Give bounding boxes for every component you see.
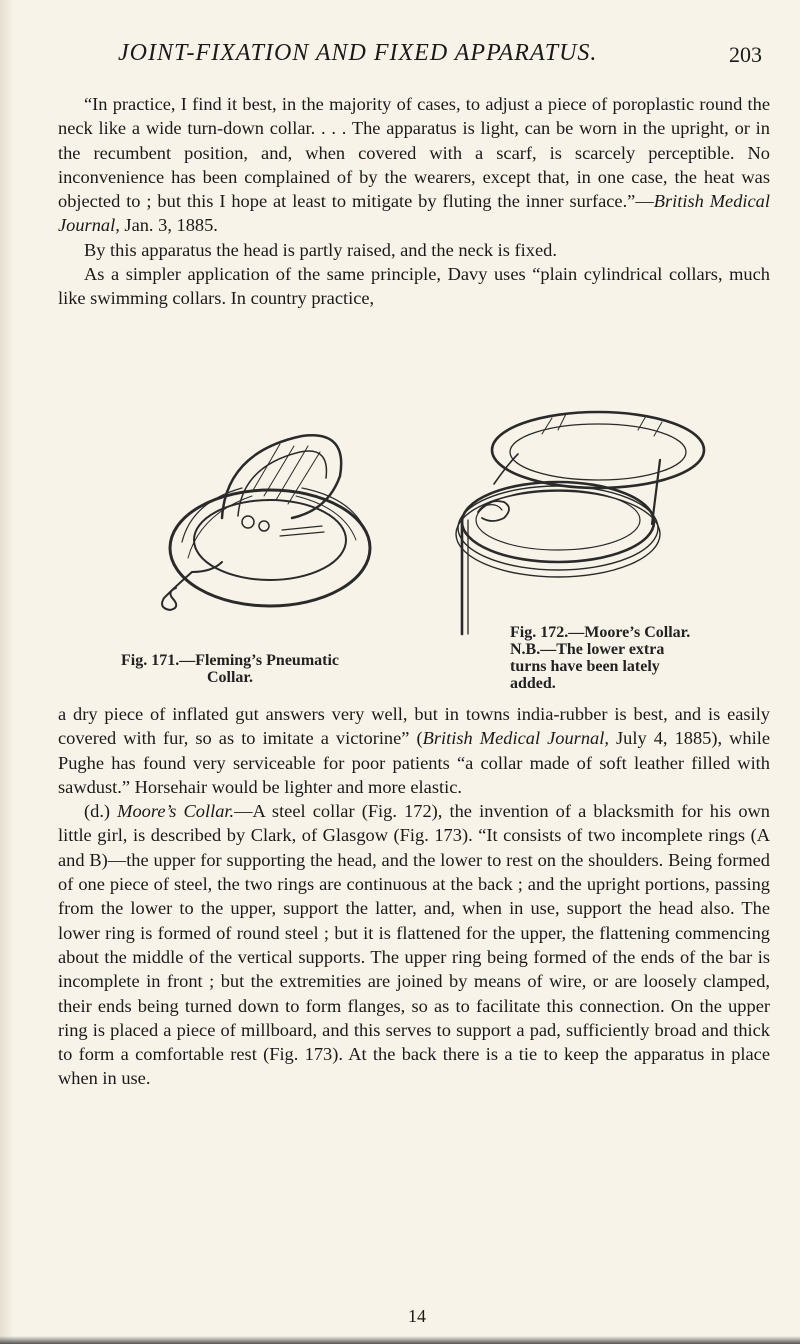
page-number: 203	[729, 42, 762, 67]
journal-citation: British Medical Journal,	[58, 191, 770, 236]
section-label: (d.)	[84, 801, 111, 822]
fig-172-caption: Fig. 172.—Moore’s Collar. N.B.—The lower extra turns have been lately added.	[510, 624, 691, 692]
fig-172-illustration	[448, 394, 730, 662]
running-head	[112, 40, 762, 80]
section-paragraph: (d.) Moore’s Collar.—A steel collar (Fig. 172), the invention of a blacksmith for his own little girl, is described by Clark, of Glasgow (Fig. 173). “It consists of two incomplete rings (A and B)—the upper for supporting the head, and the lower to rest on the shoulders. Being formed of one piece of steel, the two rings are continuous at the back ; and the upright portions, passing from the lower to the upper, support the latter, and, when in use, support the head also. The lower ring is formed of round steel ; but it is flattened for the upper, the flattening commencing about the middle of the vertical supports. The upper ring being formed of the ends of the bar is incomplete in front ; but the extremities are joined by means of wire, or are loosely clamped, their ends being turned down to form flanges, so as to facilitate this connection. On the upper ring is placed a piece of millboard, and this serves to support a pad, sufficiently broad and thick to form a comfortable rest (Fig. 173). At the back there is a tie to keep the apparatus in place when in use.	[58, 801, 770, 1089]
paragraph: By this apparatus the head is partly raised, and the neck is fixed.	[84, 239, 557, 260]
quote-paragraph: “In practice, I find it best, in the majority of cases, to adjust a piece of poroplastic round the neck like a wide turn-down collar. . . . The apparatus is light, can be worn in the upright, or in the recumbent position, and, when covered with a scarf, is scarcely perceptible. No inconvenience has been complained of by the wearers, except that, in one case, the heat was objected to ; but this I hope at least to mitigate by fluting the inner surface.”—British Medical Journal, Jan. 3, 1885.	[58, 94, 770, 236]
fig-171-caption: Fig. 171.—Fleming’s Pneumatic Collar.	[120, 652, 340, 686]
bottom-edge-shadow	[0, 1336, 800, 1344]
top-text-block	[58, 92, 770, 311]
signature-mark: 14	[408, 1306, 426, 1326]
running-title: JOINT-FIXATION AND FIXED APPARATUS.	[118, 40, 598, 66]
fig-171-illustration	[152, 422, 422, 642]
paragraph: a dry piece of inflated gut answers very well, but in towns india-rubber is best, and is easily covered with fur, so as to imitate a victorine” (British Medical Journal, July 4, 1885), while Pughe has found very serviceable for poor patients “a collar made of soft leather filled with sawdust.” Horsehair would be lighter and more elastic.	[58, 704, 770, 797]
bottom-text-block	[58, 702, 770, 1091]
scan-edge-shadow	[0, 0, 14, 1344]
section-title: Moore’s Collar.	[117, 801, 235, 822]
paragraph: As a simpler application of the same principle, Davy uses “plain cylindrical collars, much like swimming collars. In country practice,	[58, 264, 770, 309]
journal-citation: British Medical Journal,	[422, 728, 609, 749]
